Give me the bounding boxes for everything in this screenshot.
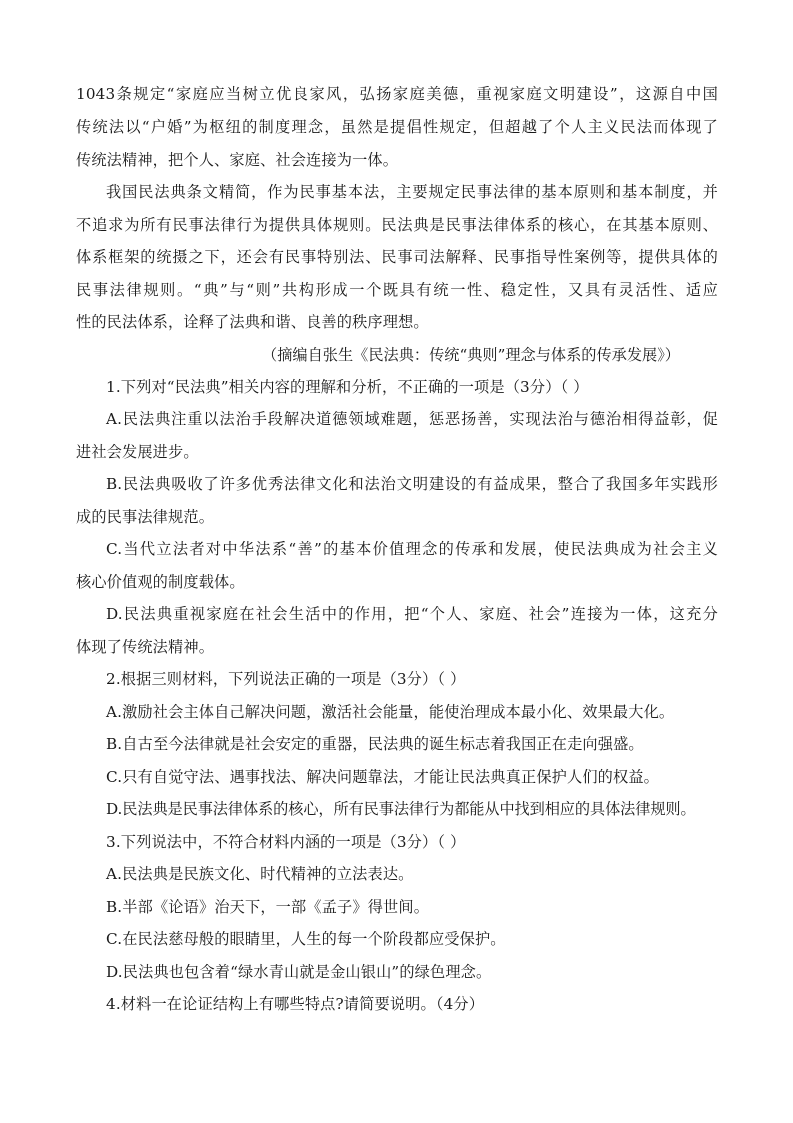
q1-option-a-line-2: 进社会发展进步。 [76,443,199,461]
q3-option-b: B.半部《论语》治天下，一部《孟子》得世间。 [106,898,430,916]
source-attribution: （摘编自张生《民法典：传统“典则”理念与体系的传承发展》） [262,346,680,364]
para2-line-3: 体系框架的统摄之下，还会有民事特别法、民事司法解释、民事指导性案例等，提供具体的 [76,248,718,266]
q1-option-a-line-1: A.民法典注重以法治手段解决道德领域难题，惩恶扬善，实现法治与德治相得益彰，促 [106,410,718,428]
q2-option-c: C.只有自觉守法、遇事找法、解决问题靠法，才能让民法典真正保护人们的权益。 [106,768,660,786]
intro-line-2: 传统法以“户婚”为枢纽的制度理念，虽然是提倡性规定，但超越了个人主义民法而体现了 [76,118,718,136]
para2-line-4: 民事法律规则。“典”与“则”共构形成一个既具有统一性、稳定性，又具有灵活性、适应 [76,281,718,299]
q3-option-d: D.民法典也包含着“绿水青山就是金山银山”的绿色理念。 [106,963,492,981]
q4-stem: 4.材料一在论证结构上有哪些特点?请简要说明。（4分） [106,995,485,1013]
intro-line-3: 传统法精神，把个人、家庭、社会连接为一体。 [76,151,399,169]
q3-option-c: C.在民法慈母般的眼睛里，人生的每一个阶段都应受保护。 [106,930,506,948]
intro-line-1: 1043条规定“家庭应当树立优良家风，弘扬家庭美德，重视家庭文明建设”，这源自中国 [76,85,718,103]
para2-line-5: 性的民法体系，诠释了法典和谐、良善的秩序理想。 [76,313,429,331]
q2-option-d: D.民法典是民事法律体系的核心，所有民事法律行为都能从中找到相应的具体法律规则。 [106,800,696,818]
q1-option-b-line-2: 成的民事法律规范。 [76,508,215,526]
para2-line-2: 不追求为所有民事法律行为提供具体规则。民法典是民事法律体系的核心，在其基本原则、 [76,216,718,234]
q1-option-d-line-1: D.民法典重视家庭在社会生活中的作用，把“个人、家庭、社会”连接为一体，这充分 [106,605,718,623]
q2-stem: 2.根据三则材料，下列说法正确的一项是（3分）（ ） [106,670,466,688]
q1-option-d-line-2: 体现了传统法精神。 [76,638,215,656]
q1-option-c-line-2: 核心价值观的制度载体。 [76,573,245,591]
q2-option-a: A.激励社会主体自己解决问题，激活社会能量，能使治理成本最小化、效果最大化。 [106,703,675,721]
q1-option-c-line-1: C.当代立法者对中华法系“善”的基本价值理念的传承和发展，使民法典成为社会主义 [106,540,718,558]
q2-option-b: B.自古至今法律就是社会安定的重器，民法典的诞生标志着我国正在走向强盛。 [106,735,644,753]
q3-stem: 3.下列说法中，不符合材料内涵的一项是（3分）（ ） [106,833,466,851]
q1-stem: 1.下列对“民法典”相关内容的理解和分析，不正确的一项是（3分）（ ） [106,378,589,396]
q1-option-b-line-1: B.民法典吸收了许多优秀法律文化和法治文明建设的有益成果，整合了我国多年实践形 [106,475,718,493]
q3-option-a: A.民法典是民族文化、时代精神的立法表达。 [106,865,414,883]
para2-line-1: 我国民法典条文精简，作为民事基本法，主要规定民事法律的基本原则和基本制度，并 [106,183,718,201]
